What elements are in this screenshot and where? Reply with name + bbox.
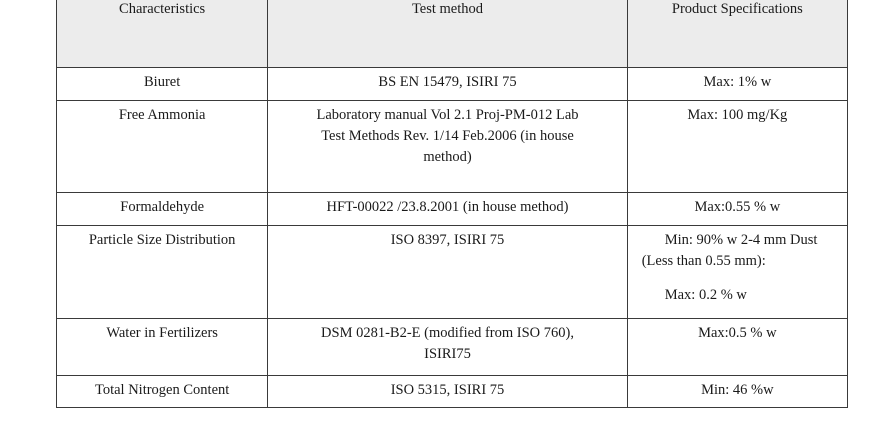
characteristic-cell: Total Nitrogen Content bbox=[57, 376, 268, 408]
spec-cell: Min: 90% w 2-4 mm Dust (Less than 0.55 mm): Max: 0.2 % w bbox=[627, 226, 847, 319]
spec-cell: Max: 100 mg/Kg bbox=[627, 101, 847, 193]
header-row bbox=[57, 0, 848, 68]
characteristic-cell: Water in Fertilizers bbox=[57, 319, 268, 376]
table-row bbox=[57, 319, 848, 376]
spec-cell: Min: 46 %w bbox=[627, 376, 847, 408]
spec-cell: Max:0.5 % w bbox=[627, 319, 847, 376]
characteristic-cell: Particle Size Distribution bbox=[57, 226, 268, 319]
table-row bbox=[57, 193, 848, 226]
method-cell: ISO 8397, ISIRI 75 bbox=[268, 226, 627, 319]
specifications-table bbox=[56, 0, 848, 408]
header-characteristics: Characteristics bbox=[57, 0, 268, 68]
method-cell: BS EN 15479, ISIRI 75 bbox=[268, 68, 627, 101]
table-row bbox=[57, 376, 848, 408]
method-cell: HFT-00022 /23.8.2001 (in house method) bbox=[268, 193, 627, 226]
header-test-method: Test method bbox=[268, 0, 627, 68]
table-row bbox=[57, 101, 848, 193]
spec-cell: Max:0.55 % w bbox=[627, 193, 847, 226]
header-product-specifications: Product Specifications bbox=[627, 0, 847, 68]
method-cell: ISO 5315, ISIRI 75 bbox=[268, 376, 627, 408]
characteristic-cell: Formaldehyde bbox=[57, 193, 268, 226]
method-cell: Laboratory manual Vol 2.1 Proj-PM-012 Lab Test Methods Rev. 1/14 Feb.2006 (in house method) bbox=[268, 101, 627, 193]
method-cell: DSM 0281-B2-E (modified from ISO 760), ISIRI75 bbox=[268, 319, 627, 376]
characteristic-cell: Biuret bbox=[57, 68, 268, 101]
table-row bbox=[57, 226, 848, 319]
characteristic-cell: Free Ammonia bbox=[57, 101, 268, 193]
table-row bbox=[57, 68, 848, 101]
spec-cell: Max: 1% w bbox=[627, 68, 847, 101]
